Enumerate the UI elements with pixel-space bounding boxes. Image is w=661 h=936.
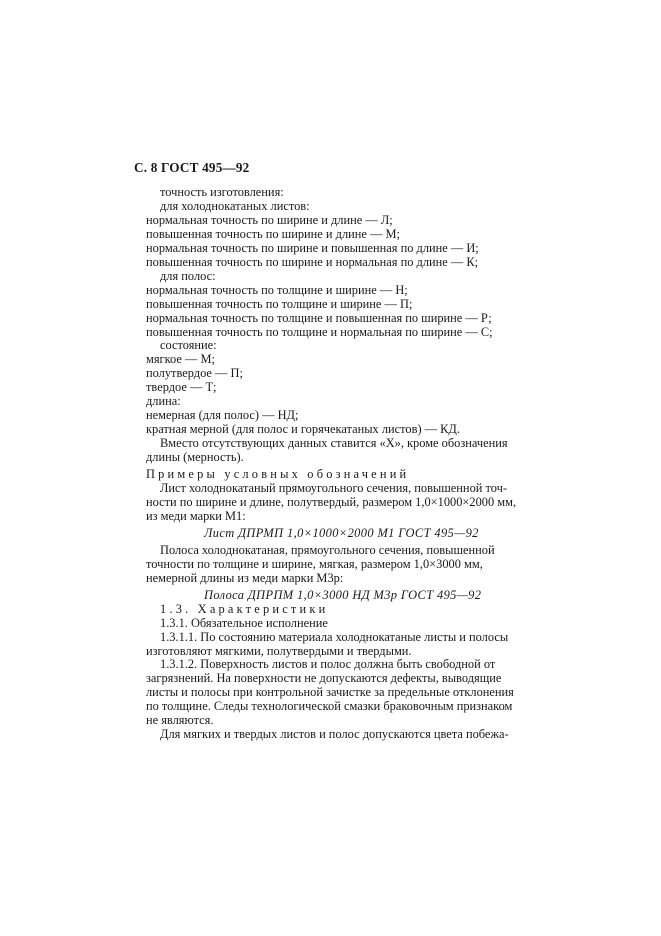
text-line: Лист холоднокатаный прямоугольного сечения, повышенной точ- xyxy=(160,481,507,496)
text-line: 1.3.1.1. По состоянию материала холоднокатаные листы и полосы xyxy=(160,629,509,644)
subsection-heading: 1.3.1. Обязательное исполнение xyxy=(160,615,328,630)
text-line: Для мягких и твердых листов и полос допускаются цвета побежа- xyxy=(160,727,509,742)
text-line: повышенная точность по ширине и нормальная по длине — К; xyxy=(146,254,479,269)
page-header: С. 8 ГОСТ 495—92 xyxy=(134,160,250,175)
text-line: 1.3.1.2. Поверхность листов и полос должна быть свободной от xyxy=(160,657,496,672)
text-line: немерной длины из меди марки М3р: xyxy=(146,570,344,585)
text-line: Вместо отсутствующих данных ставится «Х», кроме обозначения xyxy=(160,436,508,451)
text-line: листы и полосы при контрольной зачистке за предельные отклонения xyxy=(146,685,514,700)
text-line: по толщине. Следы технологической смазки браковочным признаком xyxy=(146,699,513,714)
text-line: длина: xyxy=(146,394,181,409)
text-line: для холоднокатаных листов: xyxy=(160,198,310,213)
designation-example: Полоса ДПРПМ 1,0×3000 НД М3р ГОСТ 495—92 xyxy=(204,587,482,602)
text-line: ности по ширине и длине, полутвердый, размером 1,0×1000×2000 мм, xyxy=(146,494,517,509)
text-line: не являются. xyxy=(146,713,214,728)
text-line: точность изготовления: xyxy=(160,185,284,199)
text-line: повышенная точность по толщине и нормальная по ширине — С; xyxy=(146,324,493,339)
section-heading: Примеры условных обозначений xyxy=(146,467,410,482)
text-line: изготовляют мягкими, полутвердыми и твердыми. xyxy=(146,643,412,658)
text-line: состояние: xyxy=(160,338,217,353)
text-line: твердое — Т; xyxy=(146,380,217,395)
document-body xyxy=(146,186,518,742)
section-heading: 1.3. Характеристики xyxy=(160,601,329,616)
text-line: повышенная точность по толщине и ширине — П; xyxy=(146,296,413,311)
text-line: мягкое — М; xyxy=(146,352,215,367)
text-line: немерная (для полос) — НД; xyxy=(146,408,299,423)
text-line: нормальная точность по толщине и повышенная по ширине — Р; xyxy=(146,310,492,325)
text-line: из меди марки М1: xyxy=(146,508,246,523)
text-line: Полоса холоднокатаная, прямоугольного сечения, повышенной xyxy=(160,542,495,557)
text-line: нормальная точность по ширине и длине — Л; xyxy=(146,212,393,227)
text-line: точности по толщине и ширине, мягкая, размером 1,0×3000 мм, xyxy=(146,556,483,571)
text-line: для полос: xyxy=(160,268,216,283)
text-line: нормальная точность по толщине и ширине — Н; xyxy=(146,282,408,297)
text-line: длины (мерность). xyxy=(146,450,244,465)
text-line: кратная мерной (для полос и горячекатаных листов) — КД. xyxy=(146,422,460,437)
text-line: повышенная точность по ширине и длине — М; xyxy=(146,226,400,241)
text-line: загрязнений. На поверхности не допускаются дефекты, выводящие xyxy=(146,671,502,686)
text-line: нормальная точность по ширине и повышенная по длине — И; xyxy=(146,240,479,255)
designation-example: Лист ДПРМП 1,0×1000×2000 М1 ГОСТ 495—92 xyxy=(204,525,479,540)
text-line: полутвердое — П; xyxy=(146,366,243,381)
